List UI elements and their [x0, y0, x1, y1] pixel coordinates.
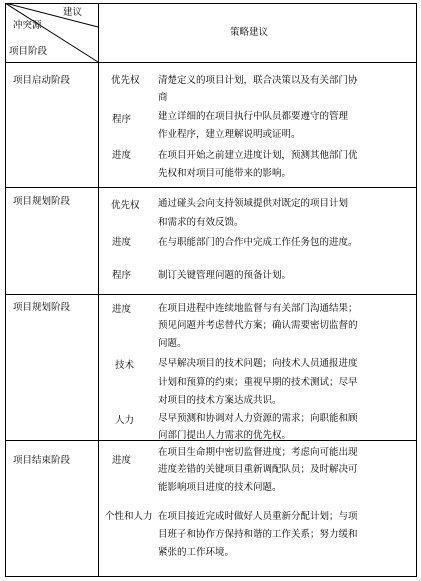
strategy-line: 问题。: [158, 338, 187, 349]
strategy-line: 清楚定义的项目计划，联合决策以及有关部门协: [158, 75, 358, 86]
strategy-line: 目班子和协作方保持和谐的工作关系；努力缓和: [158, 529, 358, 540]
corner-label-conflict-source: 冲突源: [13, 20, 42, 31]
strategy-line: 紧张的工作环境。: [158, 547, 235, 558]
conflict-source: 程序: [112, 114, 132, 125]
corner-label-project-stage: 项目阶段: [9, 46, 48, 57]
strategy-line: 在项目接近完成时做好人员重新分配计划；与项: [158, 511, 358, 522]
conflict-source: 进度: [112, 304, 132, 315]
table-border-left: [5, 3, 6, 577]
row-divider: [5, 187, 417, 188]
strategy-line: 先权和对项目可能带来的影响。: [158, 168, 292, 179]
strategy-table: [5, 3, 417, 577]
strategy-line: 在与职能部门的合作中完成工作任务包的进度。: [158, 237, 358, 248]
strategy-line: 计划和预算的约束；重视早期的技术测试；尽早: [158, 377, 358, 388]
stage-label: 项目规划阶段: [13, 196, 71, 207]
stage-label: 项目规划阶段: [13, 302, 71, 313]
strategy-line: 作业程序，建立理解说明或证明。: [158, 129, 301, 140]
conflict-source: 个性和人力: [105, 511, 153, 522]
strategy-line: 问部门提出人力需求的优先权。: [158, 430, 292, 441]
strategy-line: 进度差错的关键项目重新调配队员；及时解决可: [158, 464, 358, 475]
stage-label: 项目启动阶段: [13, 75, 71, 86]
stage-label: 项目结束阶段: [13, 455, 71, 466]
row-divider: [5, 294, 417, 295]
table-border-bottom: [5, 576, 417, 577]
strategy-line: 在项目进程中连续地监督与有关部门沟通结果；: [158, 303, 358, 314]
column-title: 策略建议: [230, 27, 269, 38]
table-border-right: [416, 3, 417, 577]
conflict-source: 技术: [115, 360, 135, 371]
strategy-line: 在项目生命期中密切监督进度；考虑向可能出现: [158, 447, 358, 458]
strategy-line: 能影响项目进度的技术问题。: [158, 482, 282, 493]
strategy-line: 制订关键管理问题的预备计划。: [158, 270, 292, 281]
conflict-source: 进度: [112, 455, 132, 466]
strategy-line: 尽早预测和协调对人力资源的需求；向职能和顾: [158, 413, 358, 424]
strategy-line: 商: [158, 92, 168, 103]
corner-label-suggestion: 建议: [63, 7, 83, 18]
strategy-line: 建立详细的在项目执行中队员都要遵守的管理: [158, 111, 349, 122]
conflict-source: 程序: [112, 270, 132, 281]
conflict-source: 人力: [115, 415, 135, 426]
conflict-source: 进度: [112, 237, 132, 248]
strategy-line: 对项目的技术方案达成共识。: [158, 395, 282, 406]
strategy-line: 尽早解决项目的技术问题；向技术人员通报进度: [158, 358, 358, 369]
conflict-source: 优先权: [111, 200, 140, 211]
conflict-source: 进度: [112, 150, 132, 161]
strategy-line: 和需求的有效反馈。: [158, 217, 244, 228]
strategy-line: 预见问题并考虑替代方案；确认需要密切监督的: [158, 320, 358, 331]
strategy-line: 在项目开始之前建立进度计划，预测其他部门优: [158, 150, 358, 161]
column-divider: [98, 3, 99, 577]
strategy-line: 通过碰头会向支持领域提供对既定的项目计划: [158, 198, 349, 209]
conflict-source: 优先权: [111, 75, 140, 86]
